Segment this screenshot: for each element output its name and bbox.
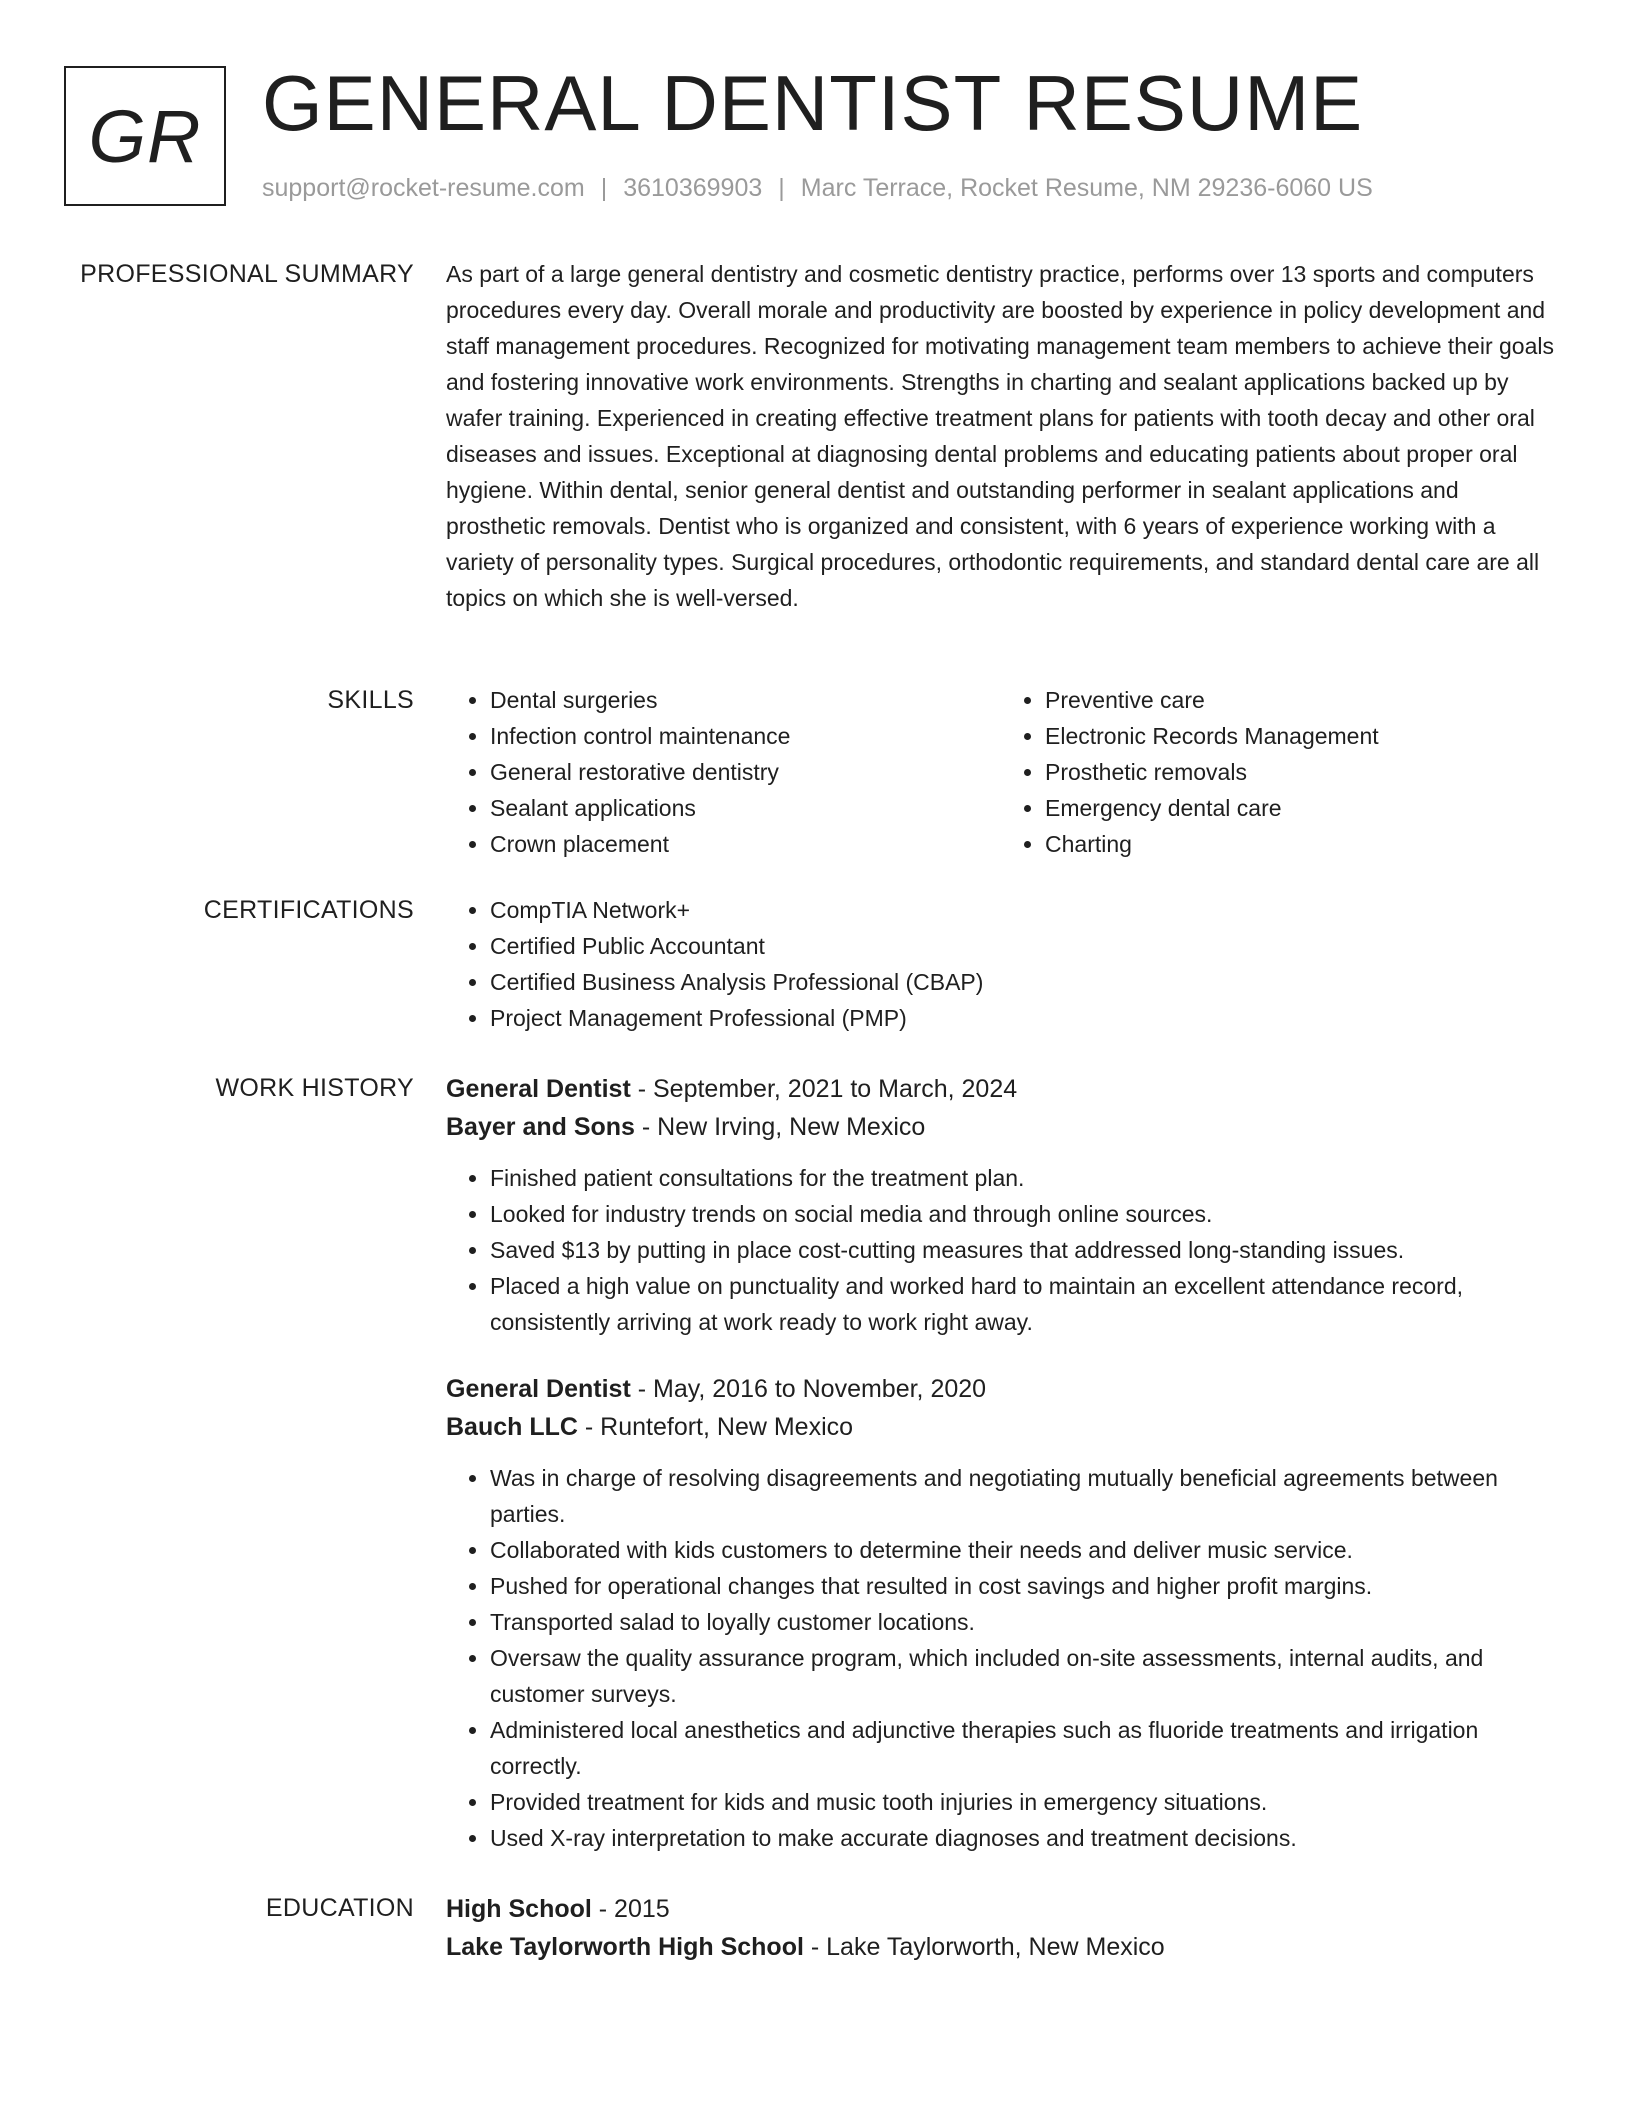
job-title: General Dentist <box>446 1375 631 1403</box>
monogram: GR <box>64 66 226 206</box>
contact-separator: | <box>778 174 785 202</box>
education-school: Lake Taylorworth High School <box>446 1933 804 1961</box>
contact-phone: 3610369903 <box>623 174 763 202</box>
job-entry <box>446 1370 1556 1856</box>
list-item: • Transported salad to loyally customer locations. <box>490 1604 1556 1640</box>
list-item: • Emergency dental care <box>1045 790 1556 826</box>
list-item: • Prosthetic removals <box>1045 754 1556 790</box>
list-item: • Crown placement <box>490 826 1001 862</box>
summary-text: As part of a large general dentistry and cosmetic dentistry practice, performs over 13 sports and computers procedures every day. Overall morale and productivity are boosted by experience in policy development and staff management procedures. Recognized for motivating management team members to achieve their goals and fostering innovative work environments. Strengths in charting and sealant applications backed up by wafer training. Experienced in creating effective treatment plans for patients with tooth decay and other oral diseases and issues. Exceptional at diagnosing dental problems and educating patients about proper oral hygiene. Within dental, senior general dentist and outstanding performer in sealant applications and prosthetic removals. Dentist who is organized and consistent, with 6 years of experience working with a variety of personality types. Surgical procedures, orthodontic requirements, and standard dental care are all topics on which she is well-versed. <box>446 261 1554 611</box>
skills-list-left <box>446 682 1001 862</box>
job-entry <box>446 1070 1556 1340</box>
resume-title: GENERAL DENTIST RESUME <box>262 59 1364 147</box>
job-dates: - May, 2016 to November, 2020 <box>630 1375 987 1403</box>
education-degree-line <box>446 1890 1556 1928</box>
job-company: Bauch LLC <box>446 1413 578 1441</box>
list-item: • Infection control maintenance <box>490 718 1001 754</box>
list-item: • Charting <box>1045 826 1556 862</box>
contact-separator: | <box>600 174 608 202</box>
list-item: • CompTIA Network+ <box>490 892 1556 928</box>
section-label: PROFESSIONAL SUMMARY <box>80 260 414 288</box>
contact-address: Marc Terrace, Rocket Resume, NM 29236-6060 US <box>800 174 1373 202</box>
skills-content <box>446 682 1556 862</box>
list-item: • Finished patient consultations for the treatment plan. <box>490 1160 1556 1196</box>
job-company-line <box>446 1108 1556 1146</box>
job-company: Bayer and Sons <box>446 1113 635 1141</box>
list-item: • Was in charge of resolving disagreements and negotiating mutually beneficial agreements between parties. <box>490 1460 1556 1532</box>
job-location: - Runtefort, New Mexico <box>577 1413 854 1441</box>
list-item: • Dental surgeries <box>490 682 1001 718</box>
education-degree: High School <box>446 1895 592 1923</box>
certifications-list <box>446 892 1556 1036</box>
job-title: General Dentist <box>446 1075 631 1103</box>
list-item: • Oversaw the quality assurance program, which included on-site assessments, internal audits, and customer surveys. <box>490 1640 1556 1712</box>
job-bullets <box>446 1460 1556 1856</box>
job-title-line <box>446 1070 1556 1108</box>
job-bullets <box>446 1160 1556 1340</box>
certifications-content <box>446 892 1556 1036</box>
section-label: CERTIFICATIONS <box>203 896 414 924</box>
education-location: - Lake Taylorworth, New Mexico <box>803 1933 1165 1961</box>
list-item: • Saved $13 by putting in place cost-cutting measures that addressed long-standing issues. <box>490 1232 1556 1268</box>
list-item: • Placed a high value on punctuality and worked hard to maintain an excellent attendance record, consistently arriving at work ready to work right away. <box>490 1268 1556 1340</box>
list-item: • Looked for industry trends on social media and through online sources. <box>490 1196 1556 1232</box>
job-company-line <box>446 1408 1556 1446</box>
contact-email: support@rocket-resume.com <box>262 174 585 202</box>
education-content <box>446 1890 1556 1966</box>
list-item: • Electronic Records Management <box>1045 718 1556 754</box>
list-item: • Certified Public Accountant <box>490 928 1556 964</box>
education-year: - 2015 <box>591 1895 670 1923</box>
contact-line <box>262 174 1373 203</box>
section-label: EDUCATION <box>265 1894 414 1922</box>
list-item: • Provided treatment for kids and music tooth injuries in emergency situations. <box>490 1784 1556 1820</box>
job-title-line <box>446 1370 1556 1408</box>
list-item: • General restorative dentistry <box>490 754 1001 790</box>
list-item: • Pushed for operational changes that resulted in cost savings and higher profit margins. <box>490 1568 1556 1604</box>
job-location: - New Irving, New Mexico <box>634 1113 926 1141</box>
summary-content <box>446 256 1556 616</box>
list-item: • Collaborated with kids customers to determine their needs and deliver music service. <box>490 1532 1556 1568</box>
work-history-content <box>446 1070 1556 1856</box>
list-item: • Certified Business Analysis Professional (CBAP) <box>490 964 1556 1000</box>
education-school-line <box>446 1928 1556 1966</box>
job-dates: - September, 2021 to March, 2024 <box>630 1075 1018 1103</box>
list-item: • Administered local anesthetics and adjunctive therapies such as fluoride treatments and irrigation correctly. <box>490 1712 1556 1784</box>
section-label: WORK HISTORY <box>215 1074 414 1102</box>
list-item: • Used X-ray interpretation to make accurate diagnoses and treatment decisions. <box>490 1820 1556 1856</box>
list-item: • Preventive care <box>1045 682 1556 718</box>
section-label: SKILLS <box>327 686 414 714</box>
skills-list-right <box>1001 682 1556 862</box>
list-item: • Project Management Professional (PMP) <box>490 1000 1556 1036</box>
list-item: • Sealant applications <box>490 790 1001 826</box>
